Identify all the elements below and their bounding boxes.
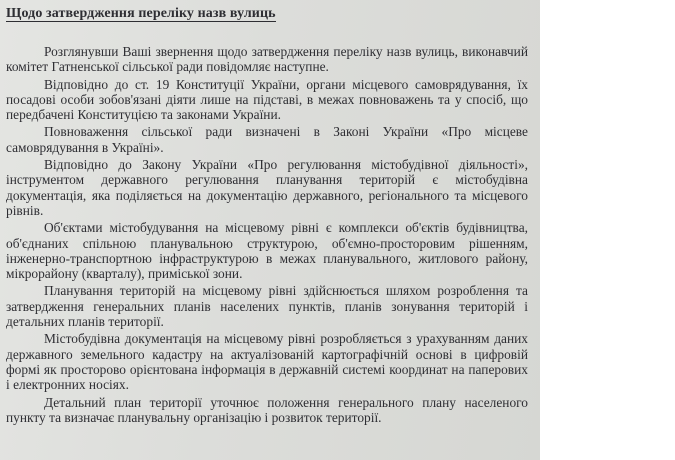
paragraph-constitution: Відповідно до ст. 19 Конституції України, органи місцевого самоврядування, їх посадові особи зобов'язані діяти лише на підставі, в межах повноважень та у спосіб, що передбачені Конституцією та законами України. [6, 76, 528, 123]
document-title: Щодо затвердження переліку назв вулиць [6, 6, 276, 21]
paragraph-planning-objects: Об'єктами містобудування на місцевому рівні є комплекси об'єктів будівництва, об'єднаних спільною планувальною структурою, об'ємно-просторовим рішенням, інженерно-транспортною інфраструктурою в межах планувального, житлового району, мікрорайону (кварталу), приміської зони. [6, 220, 528, 282]
paragraph-powers: Повноваження сільської ради визначені в Законі України «Про місцеве самоврядування в Україні». [6, 124, 528, 155]
paragraph-urban-planning-law: Відповідно до Закону України «Про регулювання містобудівної діяльності», інструментом державного регулювання планування територій є містобудівна документація, яка поділяється на документацію державного, регіонального та місцевого рівнів. [6, 157, 528, 218]
paragraph-request: Розглянувши Ваші звернення щодо затвердження переліку назв вулиць, виконавчий комітет Гатненської сільської ради повідомляє наступне. [6, 44, 528, 75]
paragraph-territory-planning: Планування територій на місцевому рівні здійснюється шляхом розроблення та затвердження генеральних планів населених пунктів, планів зонування територій і детальних планів території. [6, 283, 528, 330]
paragraph-detailed-plan: Детальний план території уточнює положення генерального плану населеного пункту та визначає планувальну організацію і розвиток території. [6, 394, 528, 425]
paragraph-planning-documentation: Містобудівна документація на місцевому рівні розробляється з урахуванням даних державного земельного кадастру на актуалізованій картографічній основі в цифровій формі як просторово орієнтована інформація в державній системі координат на паперових і електронних носіях. [6, 331, 528, 393]
